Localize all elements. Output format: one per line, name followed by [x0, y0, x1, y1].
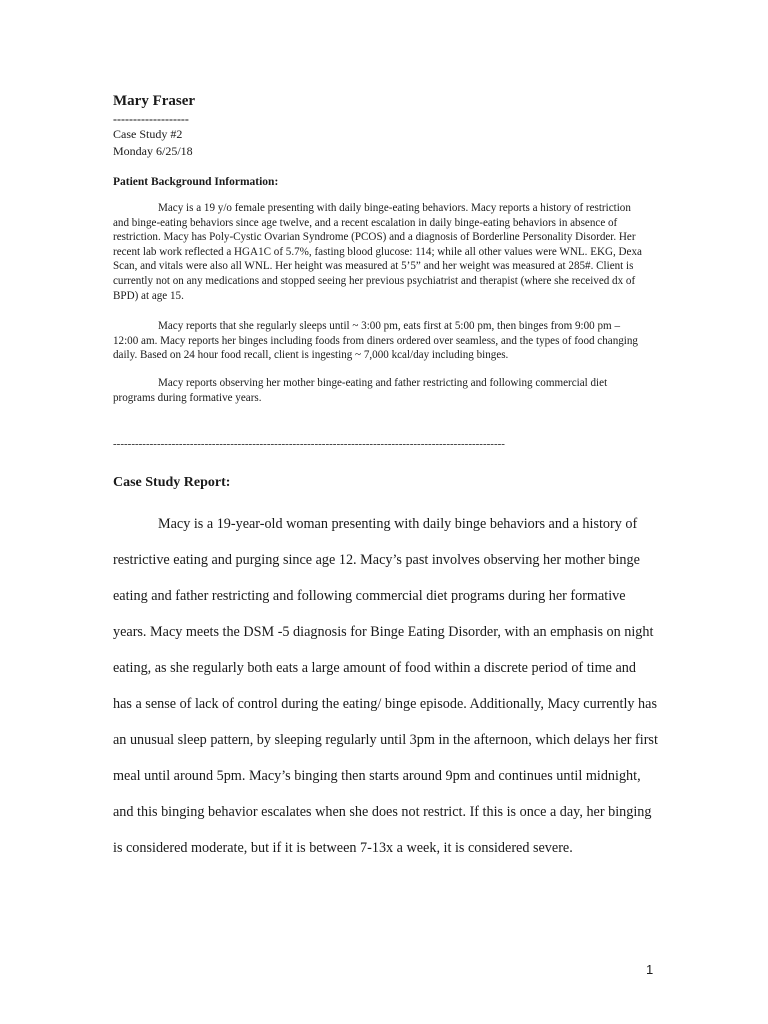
report-heading: Case Study Report: [113, 475, 231, 490]
background-heading: Patient Background Information: [113, 176, 279, 188]
section-divider: ----------------------------------------------------------------------------------------------------------- [113, 438, 505, 450]
author-name: Mary Fraser [113, 93, 196, 109]
background-paragraph: Macy reports that she regularly sleeps until ~ 3:00 pm, eats first at 5:00 pm, then binges from 9:00 pm – 12:00 am. Macy reports her binges including foods from diners ordered over seamless, and the types of food changing daily. Based on 24 hour food recall, client is ingesting ~ 7,000 kcal/day including binges. [113, 320, 638, 362]
name-underline: ------------------- [113, 112, 189, 126]
background-paragraph: Macy is a 19 y/o female presenting with daily binge-eating behaviors. Macy reports a history of restriction and binge-eating behaviors since age twelve, and a recent escalation in daily binge-eating behaviors in absence of restriction. Macy has Poly-Cystic Ovarian Syndrome (PCOS) and a diagnosis of Borderline Personality Disorder. Her recent lab work reflected a HGA1C of 5.7%, fasting blood glucose: 114; while all other values were WNL. EKG, Dexa Scan, and vitals were also all WNL. Her height was measured at 5’5” and her weight was measured at 285#. Client is currently not on any medications and stopped seeing her previous psychiatrist and therapist (where she received dx of BPD) at age 15. [113, 202, 642, 302]
page-number: 1 [646, 962, 654, 977]
document-date: Monday 6/25/18 [113, 144, 193, 158]
background-paragraph: Macy reports observing her mother binge-eating and father restricting and following commercial diet programs during formative years. [113, 377, 608, 404]
report-body: Macy is a 19-year-old woman presenting with daily binge behaviors and a history of restrictive eating and purging since age 12. Macy’s past involves observing her mother binge eating and father restricting and following commercial diet programs during her formative years. Macy meets the DSM -5 diagnosis for Binge Eating Disorder, with an emphasis on night eating, as she regularly both eats a large amount of food within a discrete period of time and has a sense of lack of control during the eating/ binge episode. Additionally, Macy currently has an unusual sleep pattern, by sleeping regularly until 3pm in the afternoon, which delays her first meal until around 5pm. Macy’s binging then starts around 9pm and continues until midnight, and this binging behavior escalates when she does not restrict. If this is once a day, her binging is considered moderate, but if it is between 7-13x a week, it is considered severe. [113, 516, 658, 856]
case-study-label: Case Study #2 [113, 127, 183, 141]
